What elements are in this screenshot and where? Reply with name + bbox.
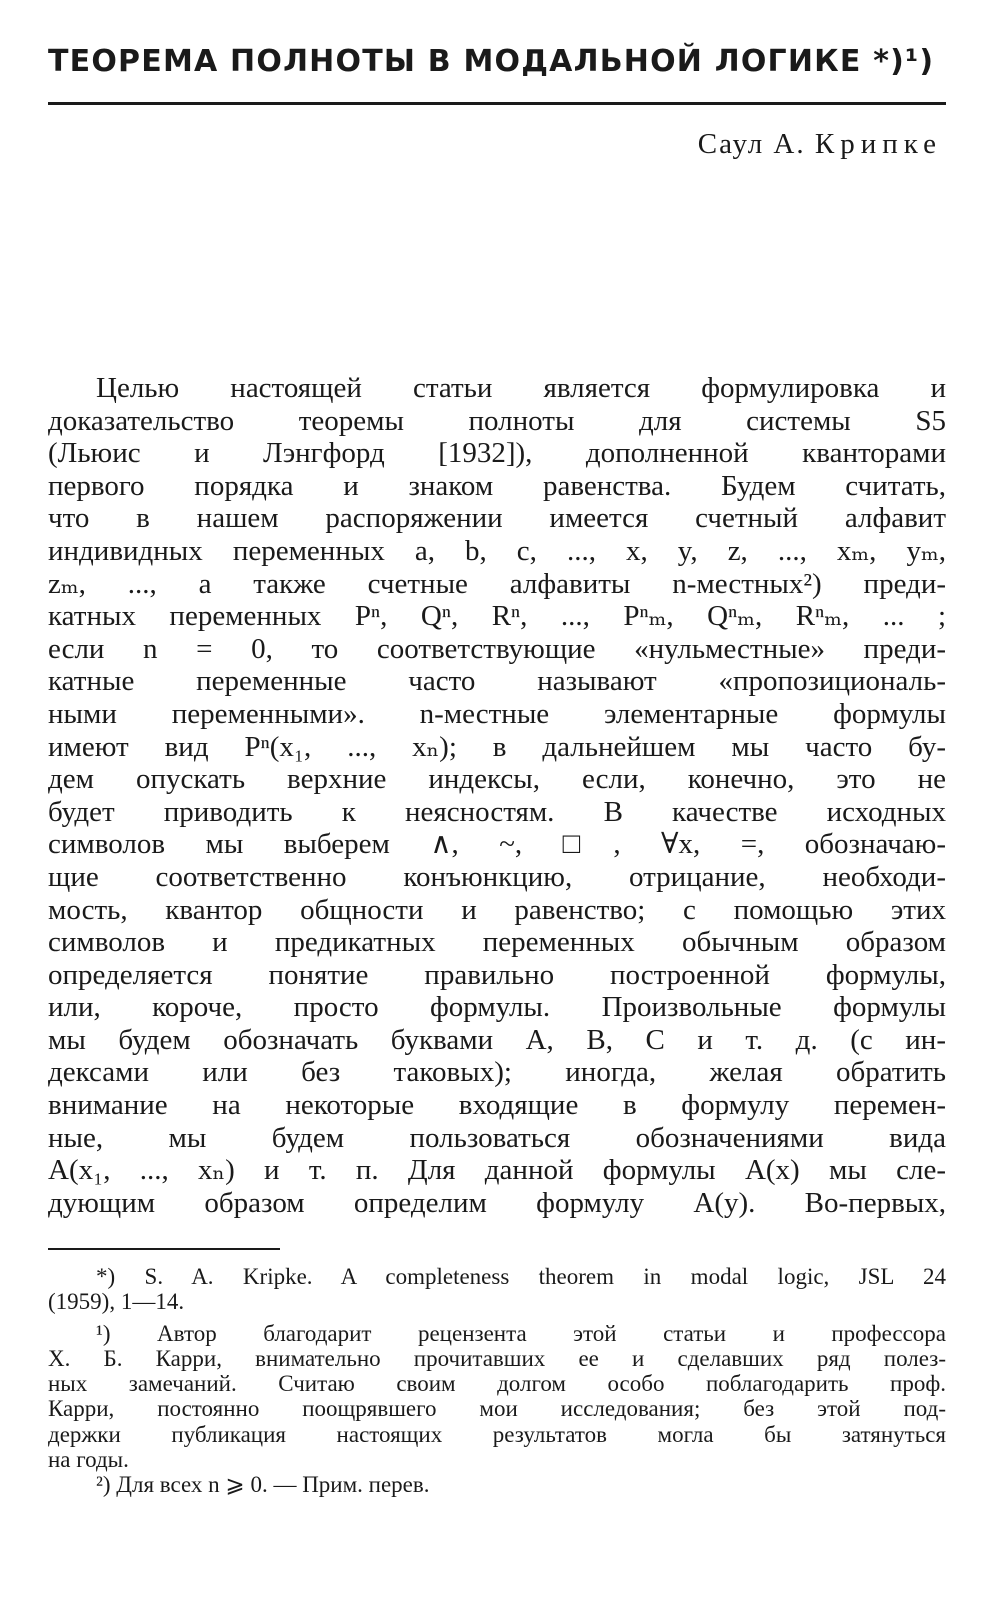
text-line: или, короче, просто формулы. Произвольные формулы xyxy=(48,991,946,1024)
footnote-star-line: (1959), 1—14. xyxy=(48,1289,185,1315)
footnote-1-line: Карри, постоянно поощрявшего мои исследования; без этой под- xyxy=(48,1396,946,1422)
text-line: (Льюис и Лэнгфорд [1932]), дополненной кванторами xyxy=(48,437,946,470)
text-line: щие соответственно конъюнкцию, отрицание, необходи- xyxy=(48,860,946,893)
text-line: zₘ, ..., а также счетные алфавиты n-местных²) преди- xyxy=(48,567,946,600)
author-first-name: Саул А. xyxy=(697,128,806,160)
text-line: ные, мы будем пользоваться обозначениями вида xyxy=(48,1121,946,1154)
text-line: Целью настоящей статьи является формулировка и xyxy=(96,372,946,404)
footnote-1-line: на годы. xyxy=(48,1447,129,1473)
text-line: символов мы выберем ∧, ~, □, ∀x, =, обозначаю- xyxy=(48,828,946,861)
text-line: внимание на некоторые входящие в формулу перемен- xyxy=(48,1089,946,1122)
text-line: мость, квантор общности и равенство; с помощью этих xyxy=(48,893,946,926)
text-line: дующим образом определим формулу A(y). Во-первых, xyxy=(48,1186,946,1219)
text-line: катных переменных Pⁿ, Qⁿ, Rⁿ, ..., Pⁿₘ, Qⁿₘ, Rⁿₘ, ... ; xyxy=(48,600,946,633)
text-line: ными переменными». n-местные элементарные формулы xyxy=(48,697,946,730)
footnote-1-line: ¹) Автор благодарит рецензента этой статьи и профессора xyxy=(96,1320,946,1346)
footnote-2: ²) Для всех n ⩾ 0. — Прим. перев. xyxy=(96,1472,430,1498)
page-title: ТЕОРЕМА ПОЛНОТЫ В МОДАЛЬНОЙ ЛОГИКЕ *)¹) xyxy=(48,44,935,79)
text-line: мы будем обозначать буквами A, B, C и т. д. (с ин- xyxy=(48,1023,946,1056)
page xyxy=(48,0,946,1600)
footnotes xyxy=(48,1264,946,1498)
footnote-rule xyxy=(48,1248,280,1250)
author-last-name: Крипке xyxy=(814,128,942,160)
text-line: имеют вид Pⁿ(x₁, ..., xₙ); в дальнейшем мы часто бу- xyxy=(48,730,946,763)
text-line: доказательство теоремы полноты для системы S5 xyxy=(48,404,946,437)
text-line: дем опускать верхние индексы, если, конечно, это не xyxy=(48,763,946,796)
text-line: первого порядка и знаком равенства. Будем считать, xyxy=(48,469,946,502)
text-line: определяется понятие правильно построенной формулы, xyxy=(48,958,946,991)
text-line: дексами или без таковых); иногда, желая обратить xyxy=(48,1056,946,1089)
footnote-1-line: Х. Б. Карри, внимательно прочитавших ее и сделавших ряд полез- xyxy=(48,1345,946,1371)
footnote-1-line: ных замечаний. Считаю своим долгом особо поблагодарить проф. xyxy=(48,1371,946,1397)
text-line: индивидных переменных a, b, c, ..., x, y, z, ..., xₘ, yₘ, xyxy=(48,534,946,567)
text-line: если n = 0, то соответствующие «нульместные» преди- xyxy=(48,632,946,665)
text-line: будет приводить к неясностям. В качестве исходных xyxy=(48,795,946,828)
body-paragraph xyxy=(48,372,946,1219)
text-line: что в нашем распоряжении имеется счетный алфавит xyxy=(48,502,946,535)
text-line: символов и предикатных переменных обычным образом xyxy=(48,926,946,959)
text-line: катные переменные часто называют «пропозициональ- xyxy=(48,665,946,698)
footnote-star-line: *) S. A. Kripke. A completeness theorem in modal logic, JSL 24 xyxy=(96,1264,946,1289)
title-rule xyxy=(48,102,946,105)
author xyxy=(698,128,942,161)
footnote-1-line: держки публикация настоящих результатов могла бы затянуться xyxy=(48,1421,946,1447)
text-line: A(x₁, ..., xₙ) и т. п. Для данной формулы A(x) мы сле- xyxy=(48,1154,946,1187)
